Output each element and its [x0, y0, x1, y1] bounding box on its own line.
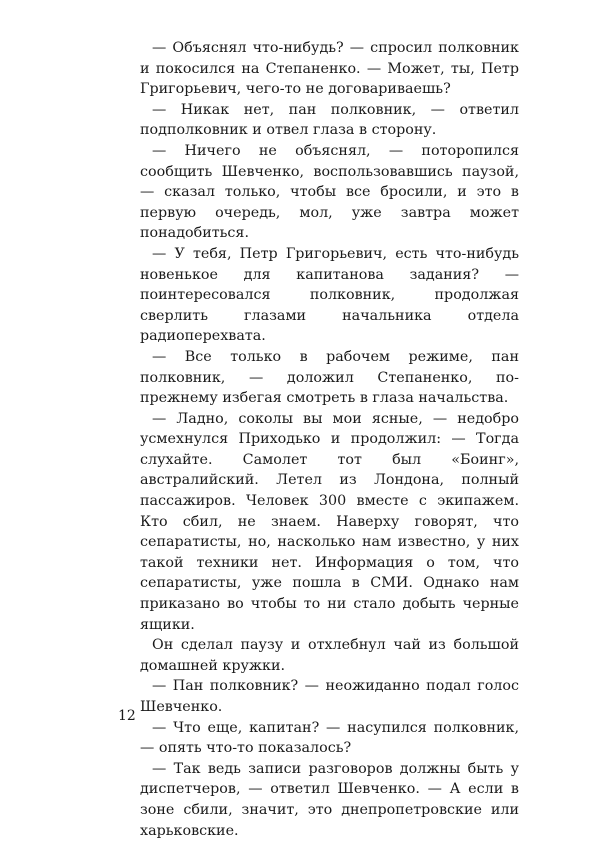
paragraph: — Так ведь записи разговоров должны быть у диспетчеров, — ответил Шевченко. — А если в зоне сбили, значит, это днепропетровские или харьковские. — [140, 760, 519, 839]
paragraph: — Ладно, соколы вы мои ясные, — недобро усмехнулся Приходько и продолжил: — Тогда слухайте. Самолет тот был «Боинг», австралийский. Летел из Лондона, полный пассажиров. Человек 300 вместе с экипажем. Кто сбил, не знаем. Наверху говорят, что сепаратисты, но, насколько нам известно, у них такой техники нет. Информация о том, что сепаратисты, уже пошла в СМИ. Однако нам приказано во чтобы то ни стало добыть черные ящики. — [140, 410, 519, 633]
paragraph: — Ничего не объяснял, — поторопился сообщить Шевченко, воспользовавшись паузой, — сказал только, чтобы все бросили, и это в первую очередь, мол, уже завтра может понадобиться. — [140, 142, 519, 242]
paragraph: — Объяснял что-нибудь? — спросил полковник и покосился на Степаненко. — Может, ты, Петр Григорьевич, чего-то не договариваешь? — [140, 40, 519, 98]
paragraph: — Никак нет, пан полковник, — ответил подполковник и отвел глаза в сторону. — [140, 101, 519, 139]
paragraph: — У тебя, Петр Григорьевич, есть что-нибудь новенькое для капитанова задания? — поинтересовался полковник, продолжая сверлить глазами начальника отдела радиоперехвата. — [140, 245, 519, 345]
page-number: 12 — [118, 708, 136, 724]
paragraph: — Что еще, капитан? — насупился полковник, — опять что-то показалось? — [140, 719, 519, 757]
page-body-text — [140, 38, 519, 841]
paragraph: Он сделал паузу и отхлебнул чай из большой домашней кружки. — [140, 637, 519, 674]
paragraph: — Пан полковник? — неожиданно подал голос Шевченко. — [140, 678, 519, 715]
paragraph: — Все только в рабочем режиме, пан полковник, — доложил Степаненко, по-прежнему избегая смотреть в глаза начальства. — [140, 348, 519, 407]
